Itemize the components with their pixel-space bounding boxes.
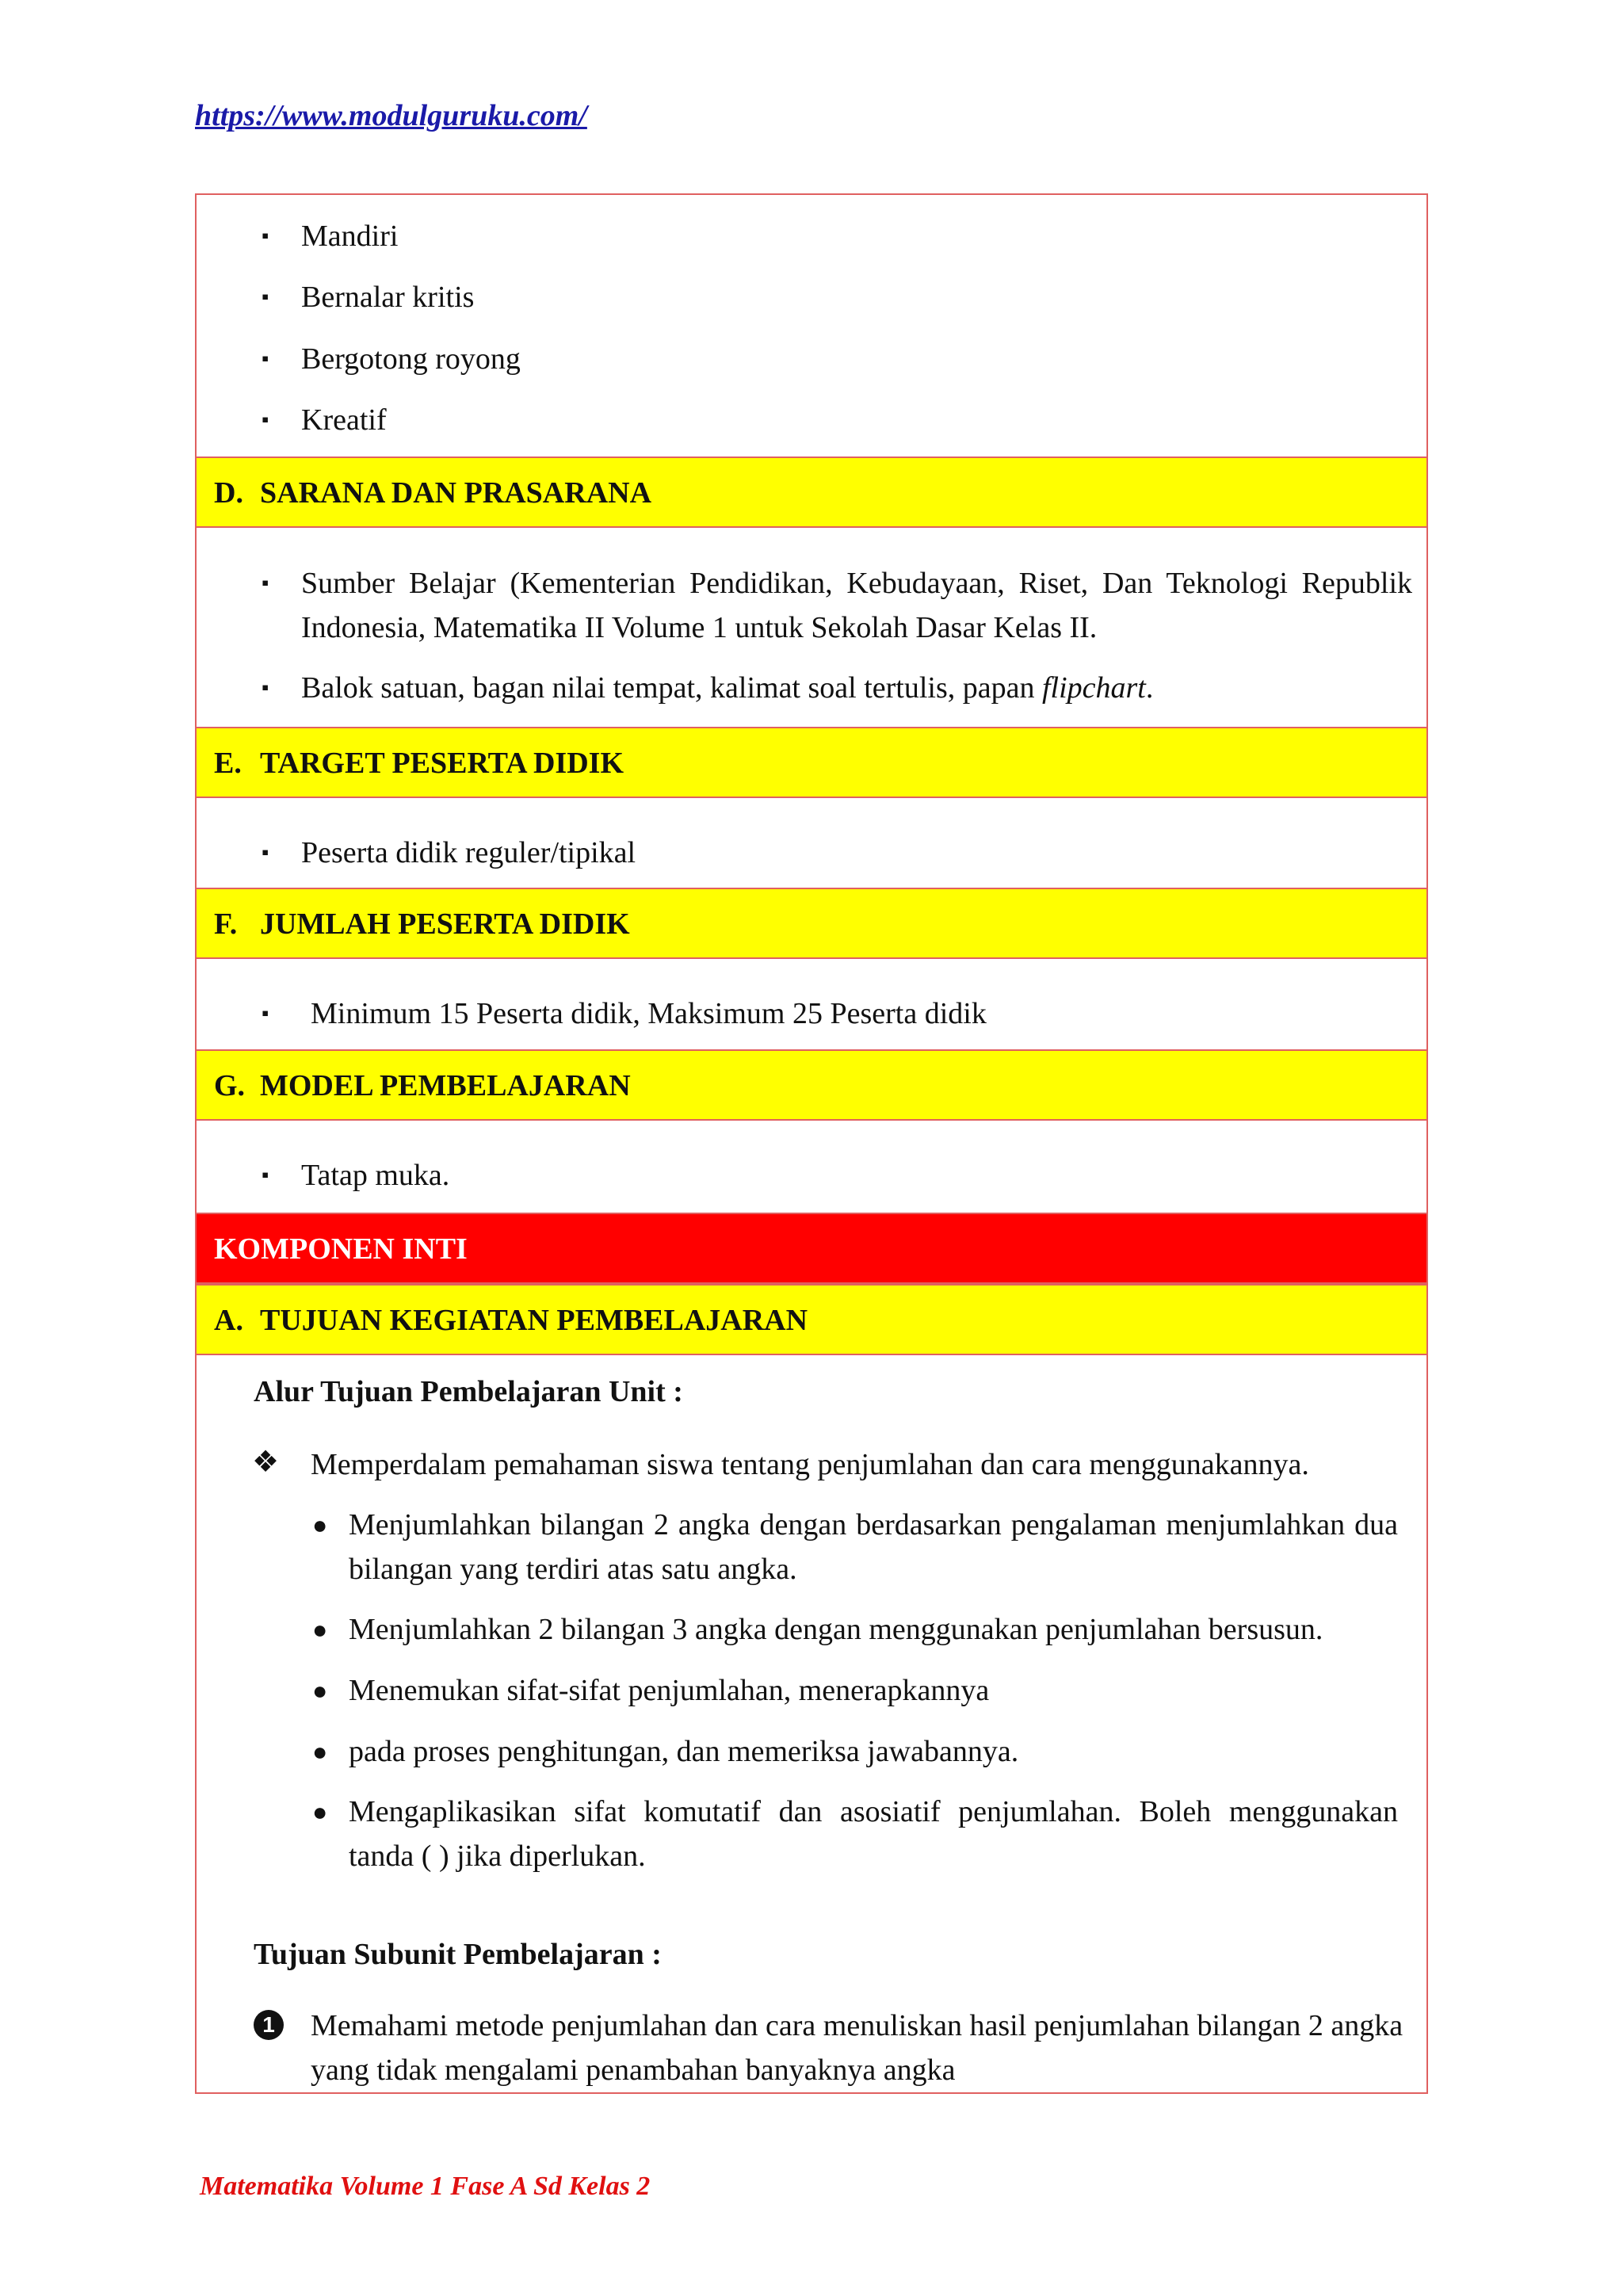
- dot-bullet-icon: ●: [312, 1615, 328, 1644]
- dot-bullet-icon: ●: [312, 1737, 328, 1766]
- square-bullet-icon: ▪: [262, 571, 269, 594]
- main-goal: Memperdalam pemahaman siswa tentang penjumlahan dan cara menggunakannya.: [311, 1448, 1309, 1481]
- number-one-icon: 1: [254, 2010, 284, 2040]
- list-item: ● pada proses penghitungan, dan memeriksa jawabannya.: [349, 1729, 1018, 1774]
- square-bullet-icon: ▪: [262, 347, 269, 370]
- core-components-heading: KOMPONEN INTI: [197, 1213, 1426, 1284]
- list-item: ▪ Bernalar kritis: [301, 275, 474, 319]
- subunit-goal: Memahami metode penjumlahan dan cara menuliskan hasil penjumlahan bilangan 2 angka yang tidak mengalami penambahan banyaknya angka: [311, 2009, 1403, 2087]
- dot-bullet-icon: ●: [312, 1676, 328, 1705]
- section-a-heading: A. TUJUAN KEGIATAN PEMBELAJARAN: [197, 1284, 1426, 1355]
- list-item: ● Menemukan sifat-sifat penjumlahan, menerapkannya: [349, 1668, 989, 1713]
- list-item: ▪ Mandiri: [301, 214, 398, 258]
- list-item: ▪ Sumber Belajar (Kementerian Pendidikan, Kebudayaan, Riset, Dan Teknologi Republik Indonesia, Matematika II Volume 1 untuk Sekolah Dasar Kelas II.: [301, 561, 1412, 650]
- list-item: ● Mengaplikasikan sifat komutatif dan asosiatif penjumlahan. Boleh menggunakan tanda ( ) jika diperlukan.: [349, 1790, 1398, 1878]
- dot-bullet-icon: ●: [312, 1511, 328, 1539]
- square-bullet-icon: ▪: [262, 841, 269, 864]
- subunit-heading: Tujuan Subunit Pembelajaran :: [254, 1938, 662, 1971]
- list-item: ▪ Bergotong royong: [301, 337, 521, 381]
- list-item: ● Menjumlahkan bilangan 2 angka dengan berdasarkan pengalaman menjumlahkan dua bilangan yang terdiri atas satu angka.: [349, 1503, 1398, 1591]
- list-item: ▪ Minimum 15 Peserta didik, Maksimum 25 Peserta didik: [311, 991, 987, 1036]
- list-item: ▪ Peserta didik reguler/tipikal: [301, 831, 636, 875]
- square-bullet-icon: ▪: [262, 285, 269, 308]
- square-bullet-icon: ▪: [262, 1163, 269, 1186]
- dot-bullet-icon: ●: [312, 1797, 328, 1826]
- square-bullet-icon: ▪: [262, 1002, 269, 1025]
- section-d-heading: D. SARANA DAN PRASARANA: [197, 457, 1426, 528]
- section-f-heading: F. JUMLAH PESERTA DIDIK: [197, 888, 1426, 959]
- square-bullet-icon: ▪: [262, 676, 269, 699]
- square-bullet-icon: ▪: [262, 408, 269, 431]
- learning-flow-heading: Alur Tujuan Pembelajaran Unit :: [254, 1375, 683, 1408]
- list-item: ▪ Kreatif: [301, 398, 387, 442]
- website-link[interactable]: https://www.modulguruku.com/: [195, 99, 587, 132]
- section-g-heading: G. MODEL PEMBELAJARAN: [197, 1049, 1426, 1121]
- section-e-heading: E. TARGET PESERTA DIDIK: [197, 727, 1426, 798]
- square-bullet-icon: ▪: [262, 224, 269, 247]
- footer-title: Matematika Volume 1 Fase A Sd Kelas 2: [200, 2172, 651, 2201]
- list-item: ▪ Tatap muka.: [301, 1153, 449, 1198]
- module-table: [195, 193, 1428, 2094]
- list-item: ● Menjumlahkan 2 bilangan 3 angka dengan menggunakan penjumlahan bersusun.: [349, 1607, 1323, 1652]
- diamond-bullet-icon: ❖: [252, 1446, 280, 1479]
- list-item: ▪ Balok satuan, bagan nilai tempat, kalimat soal tertulis, papan flipchart.: [301, 666, 1153, 710]
